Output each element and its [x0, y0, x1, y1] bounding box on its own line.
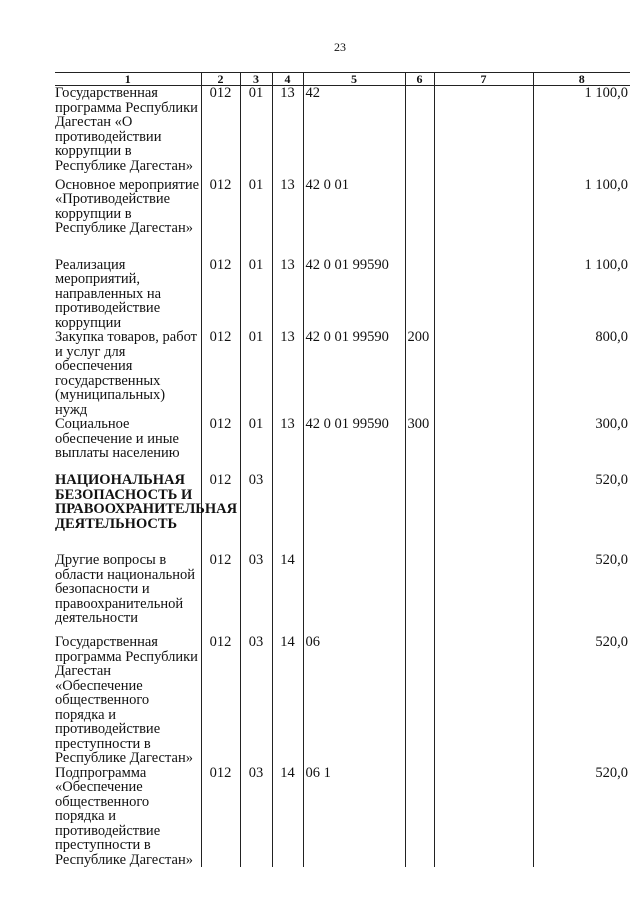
row-name-cell: Государственная программа Республики Дагестан «О противодействии коррупции в Республике Дагестан» — [55, 85, 198, 174]
subsection-cell: 14 — [272, 766, 303, 868]
expense-type-cell — [405, 766, 434, 868]
amount-cell: 520,0 — [533, 473, 630, 553]
section-cell: 01 — [240, 86, 272, 178]
budget-table — [55, 72, 630, 867]
expense-type-cell — [405, 553, 434, 635]
col7-cell — [434, 330, 533, 417]
section-cell: 01 — [240, 330, 272, 417]
amount-cell: 520,0 — [533, 635, 630, 766]
code-cell: 012 — [201, 635, 240, 766]
code-cell: 012 — [201, 473, 240, 553]
code-cell: 012 — [201, 417, 240, 473]
row-name-cell: Основное мероприятие «Противодействие коррупции в Республике Дагестан» — [55, 176, 200, 236]
expense-type-cell — [405, 258, 434, 331]
expense-type-cell — [405, 178, 434, 258]
row-name-cell: Подпрограмма «Обеспечение общественного порядка и противодействие преступности в Республике Дагестан» — [55, 764, 193, 868]
code-cell: 012 — [201, 330, 240, 417]
target-article-cell — [303, 553, 405, 635]
column-header: 1 — [55, 73, 201, 86]
row-name-cell: Другие вопросы в области национальной безопасности и правоохранительной деятельности — [55, 552, 196, 626]
subsection-cell: 13 — [272, 178, 303, 258]
subsection-cell: 13 — [272, 417, 303, 473]
amount-cell: 520,0 — [533, 553, 630, 635]
section-cell: 03 — [240, 635, 272, 766]
row-name-cell: Социальное обеспечение и иные выплаты населению — [55, 416, 180, 461]
target-article-cell: 42 0 01 99590 — [303, 330, 405, 417]
table-row — [55, 553, 630, 635]
target-article-cell: 42 — [303, 86, 405, 178]
col7-cell — [434, 258, 533, 331]
col7-cell — [434, 766, 533, 868]
target-article-cell: 06 — [303, 635, 405, 766]
col7-cell — [434, 473, 533, 553]
section-cell: 03 — [240, 766, 272, 868]
amount-cell: 1 100,0 — [533, 258, 630, 331]
column-header: 7 — [434, 73, 533, 86]
column-header: 3 — [240, 73, 272, 86]
row-name-cell: Закупка товаров, работ и услуг для обеспечения государственных (муниципальных) нужд — [55, 329, 197, 418]
table-row — [55, 635, 630, 766]
subsection-cell: 14 — [272, 635, 303, 766]
expense-type-cell — [405, 473, 434, 553]
target-article-cell: 42 0 01 — [303, 178, 405, 258]
code-cell: 012 — [201, 553, 240, 635]
subsection-cell: 14 — [272, 553, 303, 635]
page-number: 23 — [334, 40, 346, 54]
amount-cell: 1 100,0 — [533, 178, 630, 258]
code-cell: 012 — [201, 766, 240, 868]
table-row — [55, 330, 630, 417]
table-row — [55, 473, 630, 553]
col7-cell — [434, 553, 533, 635]
target-article-cell: 42 0 01 99590 — [303, 417, 405, 473]
amount-cell: 300,0 — [533, 417, 630, 473]
col7-cell — [434, 178, 533, 258]
amount-cell: 1 100,0 — [533, 86, 630, 178]
section-cell: 01 — [240, 258, 272, 331]
expense-type-cell: 300 — [405, 417, 434, 473]
section-heading-cell: НАЦИОНАЛЬНАЯ БЕЗОПАСНОСТЬ И ПРАВООХРАНИТЕЛЬНАЯ ДЕЯТЕЛЬНОСТЬ — [55, 472, 238, 532]
subsection-cell: 13 — [272, 258, 303, 331]
column-header: 4 — [272, 73, 303, 86]
table-row — [55, 766, 630, 868]
target-article-cell: 06 1 — [303, 766, 405, 868]
row-name-cell: Государственная программа Республики Дагестан «Обеспечение общественного порядка и противодействие преступности в Республике Дагестан» — [55, 634, 198, 766]
subsection-cell: 13 — [272, 330, 303, 417]
table-row — [55, 258, 630, 331]
column-header: 2 — [201, 73, 240, 86]
expense-type-cell — [405, 86, 434, 178]
code-cell: 012 — [201, 178, 240, 258]
expense-type-cell — [405, 635, 434, 766]
section-cell: 01 — [240, 417, 272, 473]
subsection-cell — [272, 473, 303, 553]
column-header: 5 — [303, 73, 405, 86]
table-row — [55, 417, 630, 473]
section-cell: 03 — [240, 473, 272, 553]
code-cell: 012 — [201, 86, 240, 178]
section-cell: 01 — [240, 178, 272, 258]
section-cell: 03 — [240, 553, 272, 635]
table-row — [55, 86, 630, 178]
target-article-cell — [303, 473, 405, 553]
amount-cell: 800,0 — [533, 330, 630, 417]
target-article-cell: 42 0 01 99590 — [303, 258, 405, 331]
row-name-cell: Реализация мероприятий, направленных на противодействие коррупции — [55, 256, 162, 331]
code-cell: 012 — [201, 258, 240, 331]
amount-cell: 520,0 — [533, 766, 630, 868]
col7-cell — [434, 86, 533, 178]
col7-cell — [434, 635, 533, 766]
expense-type-cell: 200 — [405, 330, 434, 417]
column-header: 8 — [533, 73, 630, 86]
subsection-cell: 13 — [272, 86, 303, 178]
col7-cell — [434, 417, 533, 473]
table-header-row — [55, 73, 630, 86]
table-row — [55, 178, 630, 258]
column-header: 6 — [405, 73, 434, 86]
